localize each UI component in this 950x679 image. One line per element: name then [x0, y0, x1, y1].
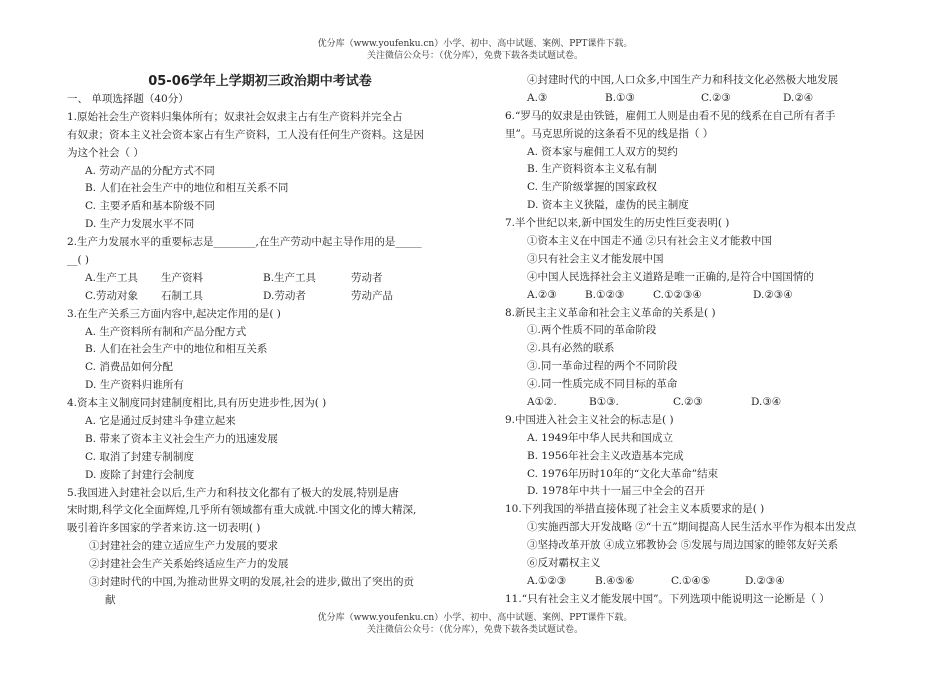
q6-stem-1: 6.“罗马的奴隶是由铁链，雇佣工人则是由看不见的线系在自己所有者手	[505, 109, 836, 122]
q3-option-b: B. 人们在社会生产中的地位和相互关系	[85, 343, 268, 356]
q4-option-d: D. 废除了封建行会制度	[85, 468, 195, 481]
q7-item-1: ①资本主义在中国走不通 ②只有社会主义才能救中国	[527, 235, 772, 248]
q3-option-a: A. 生产资料所有制和产品分配方式	[85, 325, 247, 338]
q8-option-a: A①②.	[527, 396, 557, 409]
q8-option-d: D.③④	[751, 396, 782, 409]
q7-item-3: ④中国人民选择社会主义道路是唯一正确的,是符合中国国情的	[527, 270, 814, 283]
q1-option-b: B. 人们在社会生产中的地位和相互关系不同	[85, 182, 289, 195]
q2-option-c-2: 石制工具	[161, 289, 203, 302]
q8-option-c: C.②③	[673, 396, 703, 409]
q2-stem-1: 2.生产力发展水平的重要标志是________,在生产劳动中起主导作用的是_____	[67, 236, 422, 249]
q2-option-a-1: A.生产工具	[85, 271, 138, 284]
q2-stem-2: __( )	[67, 254, 90, 267]
q1-option-c: C. 主要矛盾和基本阶级不同	[85, 200, 215, 213]
q10-option-a: A.①②③	[527, 574, 567, 587]
q2-options-row-2	[67, 288, 467, 306]
q5-options	[505, 90, 905, 108]
footer-line-2: 关注微信公众号：（优分库），免费下载各类试题试卷。	[366, 625, 583, 635]
q5-option-a: A.③	[527, 91, 548, 104]
q11-stem: 11.“只有社会主义才能发展中国”。下列选项中能说明这一论断是（ ）	[505, 592, 830, 605]
q10-options	[505, 573, 905, 591]
q10-item-2: ③坚持改革开放 ④成立邪教协会 ⑤发展与周边国家的睦邻友好关系	[527, 539, 839, 552]
q4-option-a: A. 它是通过反封建斗争建立起来	[85, 415, 236, 428]
right-column	[505, 72, 905, 609]
q2-option-c-1: C.劳动对象	[85, 289, 138, 302]
q3-stem: 3.在生产关系三方面内容中,起决定作用的是( )	[67, 307, 281, 320]
page-header	[0, 38, 950, 62]
q9-option-b: B. 1956年社会主义改造基本完成	[527, 449, 684, 462]
q10-item-3: ⑥反对霸权主义	[527, 557, 601, 570]
q6-option-a: A. 资本家与雇佣工人双方的契约	[527, 145, 678, 158]
q10-item-1: ①实施西部大开发战略 ②“十五”期间提高人民生活水平作为根本出发点	[527, 521, 857, 534]
q8-item-1: ①.两个性质不同的革命阶段	[527, 324, 657, 337]
q8-item-2: ②.具有必然的联系	[527, 342, 615, 355]
q5-item-3: ③封建时代的中国,为推动世界文明的发展,社会的进步,做出了突出的贡	[89, 576, 415, 589]
q1-stem-3: 为这个社会（ ）	[67, 146, 144, 159]
q7-option-b: B.①②③	[585, 288, 625, 301]
q9-stem: 9.中国进入社会主义社会的标志是( )	[505, 413, 674, 426]
q8-item-3: ③.同一革命过程的两个不同阶段	[527, 360, 678, 373]
q4-stem: 4.资本主义制度同封建制度相比,具有历史进步性,因为( )	[67, 397, 327, 410]
header-line-1: 优分库（www.youfenku.cn）小学、初中、高中试题、案例、PPT课件下载。	[317, 39, 633, 49]
q2-option-d-2: 劳动产品	[351, 289, 393, 302]
q1-stem-1: 1.原始社会生产资料归集体所有；奴隶社会奴隶主占有生产资料并完全占	[67, 110, 403, 123]
q1-stem-2: 有奴隶；资本主义社会资本家占有生产资料，工人没有任何生产资料。这是因	[67, 128, 424, 141]
section-heading: 一、 单项选择题（40分）	[67, 93, 189, 105]
q8-option-b: B①③.	[589, 396, 619, 409]
q4-option-c: C. 取消了封建专制制度	[85, 450, 194, 463]
q10-stem: 10.下列我国的举措直接体现了社会主义本质要求的是( )	[505, 503, 765, 516]
q7-stem: 7.半个世纪以来,新中国发生的历史性巨变表明( )	[505, 217, 730, 230]
exam-title: 05-06学年上学期初三政治期中考试卷	[148, 74, 372, 89]
q5-item-3-cont: 献	[105, 593, 116, 606]
q2-option-b-2: 劳动者	[351, 271, 383, 284]
q9-option-c: C. 1976年历时10年的“文化大革命”结束	[527, 467, 719, 480]
header-line-2: 关注微信公众号：（优分库），免费下载各类试题试卷。	[366, 51, 583, 61]
q7-options	[505, 287, 905, 305]
q5-item-2: ②封建社会生产关系始终适应生产力的发展	[89, 558, 289, 571]
page-footer	[0, 612, 950, 636]
q2-option-b-1: B.生产工具	[263, 271, 317, 284]
q5-item-1: ①封建社会的建立适应生产力发展的要求	[89, 540, 278, 553]
left-column	[67, 72, 467, 610]
q5-option-d: D.②④	[783, 91, 814, 104]
footer-line-1: 优分库（www.youfenku.cn）小学、初中、高中试题、案例、PPT课件下载。	[317, 613, 633, 623]
q9-option-a: A. 1949年中华人民共和国成立	[527, 431, 673, 444]
q10-option-c: C.①④⑤	[671, 574, 711, 587]
q5-option-b: B.①③	[605, 91, 635, 104]
q5-item-4: ④封建时代的中国,人口众多,中国生产力和科技文化必然极大地发展	[527, 74, 839, 86]
q8-item-4: ④.同一性质完成不同目标的革命	[527, 378, 678, 391]
q2-option-a-2: 生产资料	[161, 271, 203, 284]
q6-option-d: D. 资本主义狭隘，虚伪的民主制度	[527, 199, 689, 212]
q10-option-b: B.④⑤⑥	[595, 574, 635, 587]
q8-options	[505, 394, 905, 412]
q7-item-2: ③只有社会主义才能发展中国	[527, 252, 664, 265]
q8-stem: 8.新民主主义革命和社会主义革命的关系是( )	[505, 306, 716, 319]
q6-option-b: B. 生产资料资本主义私有制	[527, 163, 657, 176]
q1-option-d: D. 生产力发展水平不同	[85, 218, 195, 231]
q5-stem-3: 吸引着许多国家的学者来访.这一切表明( )	[67, 522, 261, 535]
q3-option-d: D. 生产资料归谁所有	[85, 379, 184, 392]
q7-option-d: D.②③④	[753, 288, 793, 301]
q10-option-d: D.②③④	[745, 574, 785, 587]
q5-stem-1: 5.我国进入封建社会以后,生产力和科技文化都有了极大的发展,特别是唐	[67, 486, 399, 499]
q7-option-a: A.②③	[527, 288, 557, 301]
q2-option-d-1: D.劳动者	[263, 289, 306, 302]
q1-option-a: A. 劳动产品的分配方式不同	[85, 164, 215, 177]
q3-option-c: C. 消费品如何分配	[85, 361, 173, 374]
q4-option-b: B. 带来了资本主义社会生产力的迅速发展	[85, 432, 278, 445]
q7-option-c: C.①②③④	[653, 288, 702, 301]
q9-option-d: D. 1978年中共十一届三中全会的召开	[527, 485, 705, 498]
q2-options-row-1	[67, 270, 467, 288]
q6-stem-2: 里”。马克思所说的这条看不见的线是指（ ）	[505, 127, 714, 140]
q6-option-c: C. 生产阶级掌握的国家政权	[527, 181, 657, 194]
q5-option-c: C.②③	[701, 91, 731, 104]
q5-stem-2: 宋时期,科学文化全面辉煌,几乎所有领域都有重大成就.中国文化的博大精深,	[67, 504, 417, 517]
